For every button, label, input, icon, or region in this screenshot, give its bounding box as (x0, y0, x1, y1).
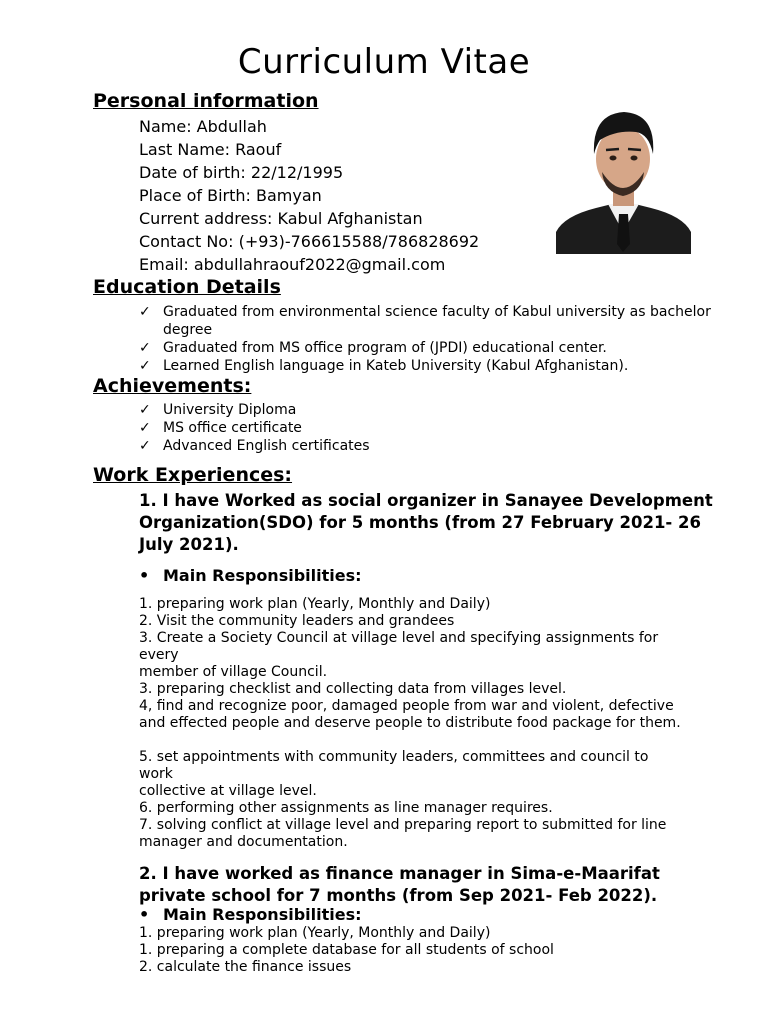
achievements-list (139, 401, 723, 455)
job-2-line: 1. preparing a complete database for all students of school (139, 942, 554, 958)
job-2-line: 1. preparing work plan (Yearly, Monthly and Daily) (139, 925, 491, 941)
list-item-text: Graduated from MS office program of (JPDI) educational center. (163, 340, 607, 356)
personal-info-heading: Personal information (93, 90, 319, 112)
list-item (139, 419, 723, 437)
bullet-icon: • (139, 905, 150, 924)
list-item (139, 357, 723, 375)
job-1-line: 3. Create a Society Council at village level and specifying assignments for (139, 630, 659, 646)
list-item-text: University Diploma (163, 402, 297, 418)
job-2-line: 2. calculate the finance issues (139, 959, 352, 975)
job-1-line: 7. solving conflict at village level and preparing report to submitted for line (139, 817, 667, 833)
check-icon: ✓ (139, 304, 151, 320)
field-contact-no: Contact No: (+93)-766615588/786828692 (139, 232, 480, 251)
profile-photo (556, 104, 691, 254)
job-1-line: 3. preparing checklist and collecting data from villages level. (139, 681, 567, 697)
education-heading: Education Details (93, 276, 281, 298)
job-1-title: 1. I have Worked as social organizer in Sanayee Development Organization(SDO) for 5 months (from 27 February 2021- 26 July 2021). (139, 491, 713, 554)
job-1-line: member of village Council. (139, 664, 328, 680)
list-item (139, 437, 723, 455)
job-1-responsibilities-heading (139, 566, 362, 585)
job-1-line: 5. set appointments with community leaders, committees and council to (139, 749, 649, 765)
field-last-name: Last Name: Raouf (139, 140, 282, 159)
field-current-address: Current address: Kabul Afghanistan (139, 209, 423, 228)
list-item-text: MS office certificate (163, 420, 302, 436)
job-1-line: manager and documentation. (139, 834, 348, 850)
job-1-line: 1. preparing work plan (Yearly, Monthly and Daily) (139, 596, 491, 612)
job-1-line: collective at village level. (139, 783, 317, 799)
job-1-line: and effected people and deserve people to distribute food package for them. (139, 715, 681, 731)
list-item-text: Advanced English certificates (163, 438, 370, 454)
job-1-line: 4, find and recognize poor, damaged people from war and violent, defective (139, 698, 674, 714)
list-item (139, 339, 723, 357)
job-1-line: work (139, 766, 173, 782)
job-2-responsibilities-heading (139, 905, 362, 924)
list-item-text: Graduated from environmental science faculty of Kabul university as bachelor degree (163, 304, 711, 338)
list-item (139, 303, 723, 339)
list-item-text: Learned English language in Kateb University (Kabul Afghanistan). (163, 358, 629, 374)
check-icon: ✓ (139, 340, 151, 356)
document-title: Curriculum Vitae (237, 42, 531, 82)
job-1-line: every (139, 647, 179, 663)
job-2-title: 2. I have worked as finance manager in Sima-e-Maarifat private school for 7 months (from Sep 2021- Feb 2022). (139, 864, 660, 905)
check-icon: ✓ (139, 358, 151, 374)
list-item (139, 401, 723, 419)
education-list (139, 303, 723, 375)
responsibilities-label: Main Responsibilities: (163, 566, 362, 585)
check-icon: ✓ (139, 420, 151, 436)
field-place-of-birth: Place of Birth: Bamyan (139, 186, 322, 205)
job-1-line: 6. performing other assignments as line manager requires. (139, 800, 553, 816)
responsibilities-label: Main Responsibilities: (163, 905, 362, 924)
achievements-heading: Achievements: (93, 375, 252, 397)
field-email: Email: abdullahraouf2022@gmail.com (139, 255, 446, 274)
work-experience-heading: Work Experiences: (93, 464, 293, 486)
field-date-of-birth: Date of birth: 22/12/1995 (139, 163, 344, 182)
bullet-icon: • (139, 566, 150, 585)
check-icon: ✓ (139, 402, 151, 418)
check-icon: ✓ (139, 438, 151, 454)
job-1-line: 2. Visit the community leaders and grandees (139, 613, 455, 629)
field-name: Name: Abdullah (139, 117, 267, 136)
